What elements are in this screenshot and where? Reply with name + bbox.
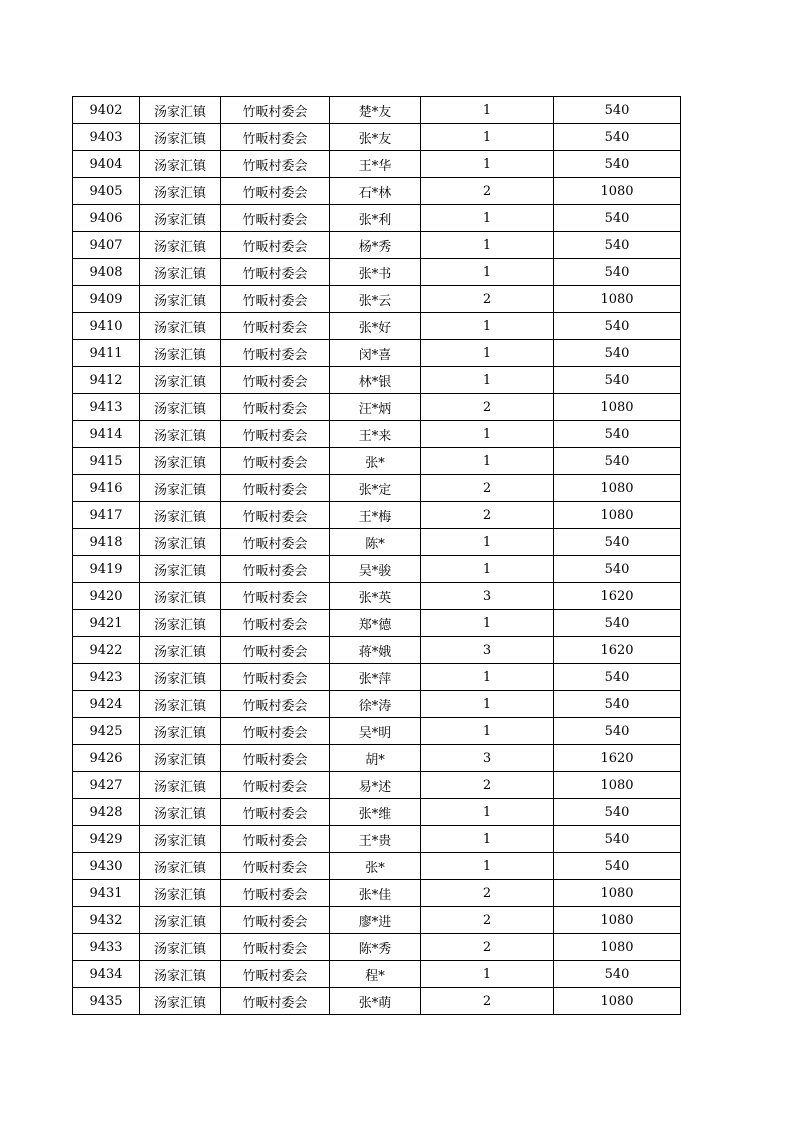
serial-number-cell: 9422 — [73, 637, 140, 664]
serial-number-cell: 9427 — [73, 772, 140, 799]
serial-number-cell: 9406 — [73, 205, 140, 232]
amount-cell: 540 — [554, 232, 681, 259]
village-committee-cell: 竹畈村委会 — [221, 367, 330, 394]
table-row — [73, 772, 681, 799]
amount-cell: 540 — [554, 367, 681, 394]
serial-number-cell: 9420 — [73, 583, 140, 610]
people-count-cell: 2 — [421, 907, 554, 934]
table-row — [73, 421, 681, 448]
table-row — [73, 448, 681, 475]
serial-number-cell: 9418 — [73, 529, 140, 556]
amount-cell: 1080 — [554, 394, 681, 421]
amount-cell: 540 — [554, 313, 681, 340]
table-row — [73, 826, 681, 853]
serial-number-cell: 9414 — [73, 421, 140, 448]
town-cell: 汤家汇镇 — [140, 313, 221, 340]
town-cell: 汤家汇镇 — [140, 853, 221, 880]
serial-number-cell: 9407 — [73, 232, 140, 259]
serial-number-cell: 9429 — [73, 826, 140, 853]
village-committee-cell: 竹畈村委会 — [221, 232, 330, 259]
serial-number-cell: 9428 — [73, 799, 140, 826]
name-cell: 王*贵 — [330, 826, 421, 853]
town-cell: 汤家汇镇 — [140, 178, 221, 205]
people-count-cell: 2 — [421, 934, 554, 961]
amount-cell: 540 — [554, 664, 681, 691]
serial-number-cell: 9434 — [73, 961, 140, 988]
people-count-cell: 1 — [421, 259, 554, 286]
name-cell: 易*述 — [330, 772, 421, 799]
subsidy-table — [72, 96, 681, 1015]
village-committee-cell: 竹畈村委会 — [221, 340, 330, 367]
serial-number-cell: 9402 — [73, 97, 140, 124]
town-cell: 汤家汇镇 — [140, 394, 221, 421]
name-cell: 张*萌 — [330, 988, 421, 1015]
table-row — [73, 610, 681, 637]
amount-cell: 1080 — [554, 178, 681, 205]
village-committee-cell: 竹畈村委会 — [221, 475, 330, 502]
village-committee-cell: 竹畈村委会 — [221, 259, 330, 286]
people-count-cell: 1 — [421, 97, 554, 124]
people-count-cell: 1 — [421, 718, 554, 745]
town-cell: 汤家汇镇 — [140, 205, 221, 232]
name-cell: 闵*喜 — [330, 340, 421, 367]
village-committee-cell: 竹畈村委会 — [221, 799, 330, 826]
table-row — [73, 718, 681, 745]
name-cell: 吴*骏 — [330, 556, 421, 583]
serial-number-cell: 9425 — [73, 718, 140, 745]
table-row — [73, 313, 681, 340]
town-cell: 汤家汇镇 — [140, 340, 221, 367]
name-cell: 林*银 — [330, 367, 421, 394]
village-committee-cell: 竹畈村委会 — [221, 313, 330, 340]
table-row — [73, 502, 681, 529]
people-count-cell: 2 — [421, 772, 554, 799]
table-row — [73, 556, 681, 583]
table-row — [73, 934, 681, 961]
serial-number-cell: 9416 — [73, 475, 140, 502]
name-cell: 郑*德 — [330, 610, 421, 637]
town-cell: 汤家汇镇 — [140, 556, 221, 583]
people-count-cell: 2 — [421, 880, 554, 907]
town-cell: 汤家汇镇 — [140, 502, 221, 529]
table-row — [73, 799, 681, 826]
name-cell: 张*书 — [330, 259, 421, 286]
serial-number-cell: 9409 — [73, 286, 140, 313]
town-cell: 汤家汇镇 — [140, 475, 221, 502]
village-committee-cell: 竹畈村委会 — [221, 853, 330, 880]
people-count-cell: 2 — [421, 475, 554, 502]
people-count-cell: 1 — [421, 448, 554, 475]
amount-cell: 1080 — [554, 988, 681, 1015]
table-row — [73, 907, 681, 934]
amount-cell: 540 — [554, 718, 681, 745]
town-cell: 汤家汇镇 — [140, 718, 221, 745]
table-row — [73, 340, 681, 367]
name-cell: 胡* — [330, 745, 421, 772]
amount-cell: 540 — [554, 448, 681, 475]
name-cell: 张*维 — [330, 799, 421, 826]
name-cell: 张*佳 — [330, 880, 421, 907]
people-count-cell: 1 — [421, 664, 554, 691]
table-row — [73, 205, 681, 232]
amount-cell: 540 — [554, 826, 681, 853]
people-count-cell: 2 — [421, 286, 554, 313]
serial-number-cell: 9432 — [73, 907, 140, 934]
name-cell: 张*好 — [330, 313, 421, 340]
table-row — [73, 232, 681, 259]
village-committee-cell: 竹畈村委会 — [221, 448, 330, 475]
name-cell: 张*利 — [330, 205, 421, 232]
village-committee-cell: 竹畈村委会 — [221, 124, 330, 151]
village-committee-cell: 竹畈村委会 — [221, 691, 330, 718]
amount-cell: 1080 — [554, 502, 681, 529]
name-cell: 杨*秀 — [330, 232, 421, 259]
serial-number-cell: 9404 — [73, 151, 140, 178]
town-cell: 汤家汇镇 — [140, 448, 221, 475]
people-count-cell: 2 — [421, 988, 554, 1015]
people-count-cell: 1 — [421, 799, 554, 826]
table-row — [73, 745, 681, 772]
amount-cell: 540 — [554, 205, 681, 232]
town-cell: 汤家汇镇 — [140, 421, 221, 448]
town-cell: 汤家汇镇 — [140, 529, 221, 556]
name-cell: 蒋*娥 — [330, 637, 421, 664]
amount-cell: 540 — [554, 124, 681, 151]
amount-cell: 1080 — [554, 934, 681, 961]
name-cell: 程* — [330, 961, 421, 988]
village-committee-cell: 竹畈村委会 — [221, 961, 330, 988]
table-row — [73, 475, 681, 502]
amount-cell: 1080 — [554, 286, 681, 313]
people-count-cell: 1 — [421, 691, 554, 718]
name-cell: 张*英 — [330, 583, 421, 610]
name-cell: 张*友 — [330, 124, 421, 151]
people-count-cell: 1 — [421, 124, 554, 151]
table-row — [73, 178, 681, 205]
serial-number-cell: 9431 — [73, 880, 140, 907]
amount-cell: 540 — [554, 97, 681, 124]
table-row — [73, 880, 681, 907]
town-cell: 汤家汇镇 — [140, 583, 221, 610]
town-cell: 汤家汇镇 — [140, 286, 221, 313]
table-row — [73, 367, 681, 394]
people-count-cell: 2 — [421, 178, 554, 205]
town-cell: 汤家汇镇 — [140, 772, 221, 799]
village-committee-cell: 竹畈村委会 — [221, 421, 330, 448]
village-committee-cell: 竹畈村委会 — [221, 583, 330, 610]
town-cell: 汤家汇镇 — [140, 610, 221, 637]
serial-number-cell: 9403 — [73, 124, 140, 151]
amount-cell: 540 — [554, 340, 681, 367]
amount-cell: 1620 — [554, 745, 681, 772]
people-count-cell: 2 — [421, 394, 554, 421]
name-cell: 王*梅 — [330, 502, 421, 529]
village-committee-cell: 竹畈村委会 — [221, 610, 330, 637]
table-body — [73, 97, 681, 1015]
table-row — [73, 664, 681, 691]
town-cell: 汤家汇镇 — [140, 907, 221, 934]
name-cell: 张* — [330, 448, 421, 475]
people-count-cell: 1 — [421, 610, 554, 637]
serial-number-cell: 9424 — [73, 691, 140, 718]
amount-cell: 1080 — [554, 907, 681, 934]
table-row — [73, 853, 681, 880]
town-cell: 汤家汇镇 — [140, 97, 221, 124]
amount-cell: 540 — [554, 421, 681, 448]
serial-number-cell: 9433 — [73, 934, 140, 961]
table-row — [73, 151, 681, 178]
people-count-cell: 1 — [421, 826, 554, 853]
village-committee-cell: 竹畈村委会 — [221, 97, 330, 124]
serial-number-cell: 9410 — [73, 313, 140, 340]
amount-cell: 540 — [554, 556, 681, 583]
amount-cell: 540 — [554, 151, 681, 178]
village-committee-cell: 竹畈村委会 — [221, 151, 330, 178]
town-cell: 汤家汇镇 — [140, 691, 221, 718]
table-row — [73, 529, 681, 556]
serial-number-cell: 9426 — [73, 745, 140, 772]
amount-cell: 540 — [554, 529, 681, 556]
town-cell: 汤家汇镇 — [140, 826, 221, 853]
table-row — [73, 394, 681, 421]
people-count-cell: 1 — [421, 367, 554, 394]
town-cell: 汤家汇镇 — [140, 367, 221, 394]
name-cell: 陈* — [330, 529, 421, 556]
village-committee-cell: 竹畈村委会 — [221, 637, 330, 664]
village-committee-cell: 竹畈村委会 — [221, 556, 330, 583]
town-cell: 汤家汇镇 — [140, 880, 221, 907]
people-count-cell: 1 — [421, 313, 554, 340]
amount-cell: 1080 — [554, 475, 681, 502]
name-cell: 汪*炳 — [330, 394, 421, 421]
name-cell: 王*来 — [330, 421, 421, 448]
table-row — [73, 259, 681, 286]
people-count-cell: 3 — [421, 637, 554, 664]
serial-number-cell: 9408 — [73, 259, 140, 286]
name-cell: 廖*进 — [330, 907, 421, 934]
people-count-cell: 1 — [421, 853, 554, 880]
amount-cell: 540 — [554, 259, 681, 286]
table-row — [73, 637, 681, 664]
serial-number-cell: 9419 — [73, 556, 140, 583]
village-committee-cell: 竹畈村委会 — [221, 772, 330, 799]
village-committee-cell: 竹畈村委会 — [221, 907, 330, 934]
village-committee-cell: 竹畈村委会 — [221, 502, 330, 529]
name-cell: 张* — [330, 853, 421, 880]
serial-number-cell: 9415 — [73, 448, 140, 475]
village-committee-cell: 竹畈村委会 — [221, 664, 330, 691]
people-count-cell: 1 — [421, 340, 554, 367]
village-committee-cell: 竹畈村委会 — [221, 988, 330, 1015]
village-committee-cell: 竹畈村委会 — [221, 178, 330, 205]
town-cell: 汤家汇镇 — [140, 151, 221, 178]
table-row — [73, 583, 681, 610]
table-row — [73, 961, 681, 988]
people-count-cell: 1 — [421, 529, 554, 556]
town-cell: 汤家汇镇 — [140, 799, 221, 826]
people-count-cell: 3 — [421, 745, 554, 772]
serial-number-cell: 9405 — [73, 178, 140, 205]
village-committee-cell: 竹畈村委会 — [221, 934, 330, 961]
town-cell: 汤家汇镇 — [140, 232, 221, 259]
village-committee-cell: 竹畈村委会 — [221, 880, 330, 907]
serial-number-cell: 9413 — [73, 394, 140, 421]
table-row — [73, 988, 681, 1015]
serial-number-cell: 9430 — [73, 853, 140, 880]
town-cell: 汤家汇镇 — [140, 961, 221, 988]
amount-cell: 1080 — [554, 772, 681, 799]
amount-cell: 1620 — [554, 583, 681, 610]
table-row — [73, 691, 681, 718]
village-committee-cell: 竹畈村委会 — [221, 529, 330, 556]
name-cell: 张*萍 — [330, 664, 421, 691]
town-cell: 汤家汇镇 — [140, 745, 221, 772]
village-committee-cell: 竹畈村委会 — [221, 718, 330, 745]
amount-cell: 540 — [554, 961, 681, 988]
name-cell: 张*云 — [330, 286, 421, 313]
amount-cell: 540 — [554, 799, 681, 826]
village-committee-cell: 竹畈村委会 — [221, 394, 330, 421]
village-committee-cell: 竹畈村委会 — [221, 745, 330, 772]
serial-number-cell: 9411 — [73, 340, 140, 367]
town-cell: 汤家汇镇 — [140, 124, 221, 151]
name-cell: 石*林 — [330, 178, 421, 205]
people-count-cell: 1 — [421, 232, 554, 259]
people-count-cell: 1 — [421, 205, 554, 232]
people-count-cell: 3 — [421, 583, 554, 610]
table-row — [73, 124, 681, 151]
serial-number-cell: 9412 — [73, 367, 140, 394]
village-committee-cell: 竹畈村委会 — [221, 286, 330, 313]
town-cell: 汤家汇镇 — [140, 934, 221, 961]
town-cell: 汤家汇镇 — [140, 259, 221, 286]
name-cell: 徐*涛 — [330, 691, 421, 718]
people-count-cell: 1 — [421, 556, 554, 583]
name-cell: 陈*秀 — [330, 934, 421, 961]
people-count-cell: 2 — [421, 502, 554, 529]
amount-cell: 540 — [554, 853, 681, 880]
name-cell: 楚*友 — [330, 97, 421, 124]
table-row — [73, 97, 681, 124]
name-cell: 王*华 — [330, 151, 421, 178]
town-cell: 汤家汇镇 — [140, 664, 221, 691]
people-count-cell: 1 — [421, 151, 554, 178]
village-committee-cell: 竹畈村委会 — [221, 826, 330, 853]
name-cell: 张*定 — [330, 475, 421, 502]
serial-number-cell: 9421 — [73, 610, 140, 637]
people-count-cell: 1 — [421, 961, 554, 988]
table-row — [73, 286, 681, 313]
amount-cell: 540 — [554, 610, 681, 637]
town-cell: 汤家汇镇 — [140, 988, 221, 1015]
name-cell: 吴*明 — [330, 718, 421, 745]
serial-number-cell: 9435 — [73, 988, 140, 1015]
town-cell: 汤家汇镇 — [140, 637, 221, 664]
village-committee-cell: 竹畈村委会 — [221, 205, 330, 232]
serial-number-cell: 9423 — [73, 664, 140, 691]
serial-number-cell: 9417 — [73, 502, 140, 529]
amount-cell: 1620 — [554, 637, 681, 664]
people-count-cell: 1 — [421, 421, 554, 448]
amount-cell: 1080 — [554, 880, 681, 907]
amount-cell: 540 — [554, 691, 681, 718]
